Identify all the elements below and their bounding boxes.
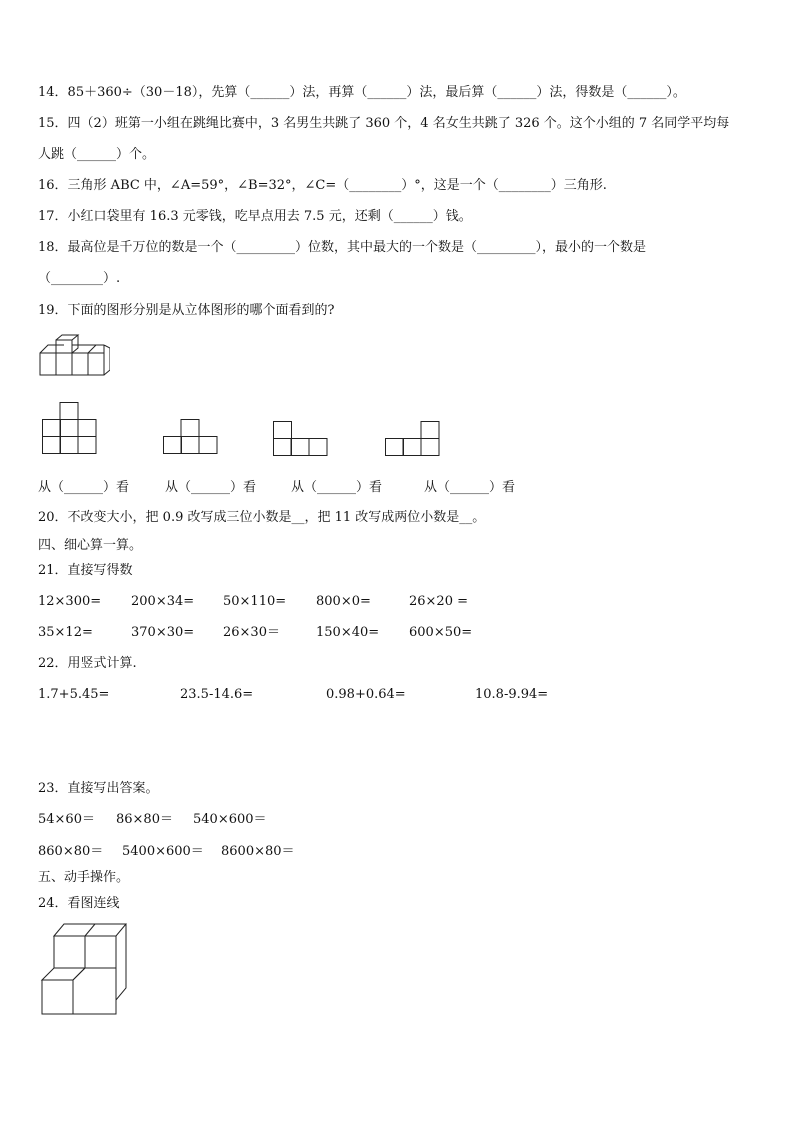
view-answer-2: 从（______）看 xyxy=(165,480,257,495)
q23-item: 5400×600＝ xyxy=(122,844,204,859)
question-14: 14．85＋360÷（30－18），先算（______）法，再算（______）法，最后算（______）法，得数是（______）。 xyxy=(38,85,686,100)
question-19: 19．下面的图形分别是从立体图形的哪个面看到的? xyxy=(38,303,335,318)
view-answer-4: 从（______）看 xyxy=(424,480,516,495)
q22-item: 10.8-9.94= xyxy=(475,687,549,702)
q21-item: 600×50= xyxy=(409,625,473,640)
view-figure-3 xyxy=(273,421,329,457)
question-23: 23．直接写出答案。 xyxy=(38,781,159,796)
q22-item: 1.7+5.45= xyxy=(38,687,110,702)
q23-item: 860×80＝ xyxy=(38,844,104,859)
cube-solid-figure-q24 xyxy=(38,922,132,1018)
q23-item: 8600×80＝ xyxy=(221,844,295,859)
question-18-line-2: （________）. xyxy=(38,271,121,286)
question-17: 17．小红口袋里有 16.3 元零钱，吃早点用去 7.5 元，还剩（______）钱。 xyxy=(38,209,472,224)
view-figure-2 xyxy=(163,419,219,455)
view-figure-1 xyxy=(42,402,98,454)
question-16: 16．三角形 ABC 中，∠A=59°，∠B=32°，∠C=（________）°，这是一个（________）三角形. xyxy=(38,178,607,193)
question-22: 22．用竖式计算. xyxy=(38,656,137,671)
q22-item: 0.98+0.64= xyxy=(326,687,406,702)
question-15-line-1: 15．四（2）班第一小组在跳绳比赛中，3 名男生共跳了 360 个，4 名女生共跳了 326 个。这个小组的 7 名同学平均每 xyxy=(38,116,730,131)
question-20: 20．不改变大小，把 0.9 改写成三位小数是__，把 11 改写成两位小数是__。 xyxy=(38,510,486,525)
q21-item: 26×30＝ xyxy=(223,625,280,640)
view-answer-1: 从（______）看 xyxy=(38,480,130,495)
cube-solid-figure xyxy=(36,334,110,380)
section-4-heading: 四、细心算一算。 xyxy=(38,538,143,553)
question-21: 21．直接写得数 xyxy=(38,563,133,578)
q21-item: 26×20 = xyxy=(409,594,469,609)
q21-item: 800×0= xyxy=(316,594,371,609)
view-figure-4 xyxy=(385,421,441,457)
section-5-heading: 五、动手操作。 xyxy=(38,870,130,885)
q22-item: 23.5-14.6= xyxy=(180,687,254,702)
q21-item: 200×34= xyxy=(131,594,195,609)
question-15-line-2: 人跳（______）个。 xyxy=(38,147,156,162)
q21-item: 370×30= xyxy=(131,625,195,640)
question-24: 24．看图连线 xyxy=(38,896,120,911)
q21-item: 50×110= xyxy=(223,594,287,609)
question-18-line-1: 18．最高位是千万位的数是一个（_________）位数，其中最大的一个数是（_________），最小的一个数是 xyxy=(38,240,647,255)
q23-item: 54×60＝ xyxy=(38,812,95,827)
q23-item: 540×600＝ xyxy=(193,812,267,827)
q21-item: 12×300= xyxy=(38,594,102,609)
q21-item: 35×12= xyxy=(38,625,93,640)
view-answer-3: 从（______）看 xyxy=(291,480,383,495)
q23-item: 86×80＝ xyxy=(116,812,173,827)
q21-item: 150×40= xyxy=(316,625,380,640)
